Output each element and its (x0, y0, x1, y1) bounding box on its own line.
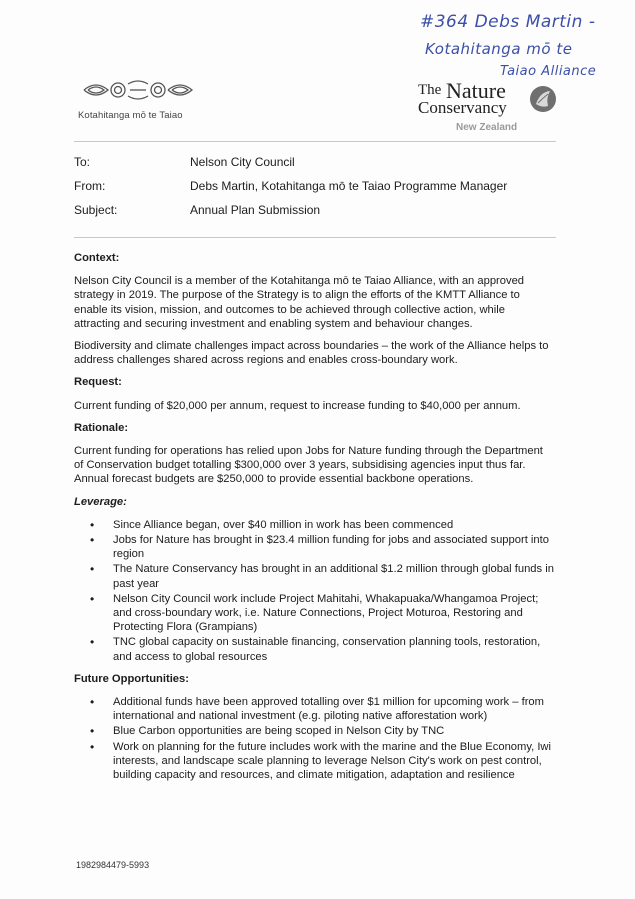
list-item: • Since Alliance began, over $40 million in work has been commenced (74, 518, 554, 532)
document-body (74, 251, 554, 790)
tnc-logo-region: New Zealand (456, 122, 518, 133)
list-item: • Work on planning for the future includes work with the marine and the Blue Economy, Iwi interests, and landscape scale planning to leverage Nelson City's work on pest control, building capacity and resources, and climate mitigation, adaptation and resilience (74, 740, 554, 783)
koru-pattern-icon (82, 78, 194, 102)
list-item: • Nelson City Council work include Project Mahitahi, Whakapuaka/Whangamoa Project; and cross-boundary work, i.e. Nature Connections, Project Moturoa, Restoring and Protecting Flora (Grampians) (74, 592, 554, 635)
rationale-paragraph: Current funding for operations has relied upon Jobs for Nature funding through the Department of Conservation budget totalling $300,000 over 3 years, subsidising agencies input thus far. Annual forecast budgets are $250,000 to provide essential backbone operations. (74, 445, 543, 486)
kmtt-logo (78, 78, 198, 121)
list-item: • Jobs for Nature has brought in $23.4 million funding for jobs and associated support into region (74, 533, 554, 561)
request-heading: Request: (74, 376, 122, 389)
future-list (74, 695, 554, 782)
tnc-logo-conservancy: Conservancy (418, 98, 507, 117)
divider (74, 237, 556, 238)
subject-value: Annual Plan Submission (190, 203, 321, 217)
from-label: From: (74, 179, 106, 193)
context-heading: Context: (74, 252, 120, 264)
request-paragraph: Current funding of $20,000 per annum, request to increase funding to $40,000 per annum. (74, 399, 521, 412)
handwritten-note-line: Kotahitanga mō te (425, 40, 573, 58)
subject-label: Subject: (74, 203, 118, 217)
context-paragraph: Nelson City Council is a member of the Kotahitanga mō te Taiao Alliance, with an approved strategy in 2019. The purpose of the Strategy is to align the efforts of the KMTT Alliance to enable its vision, mission, and outcomes to be achieved through collective action, while attracting and securing investment and enabling system and behaviour changes. (74, 275, 525, 330)
tnc-logo-nature: Nature (446, 78, 506, 103)
globe-leaf-icon (528, 84, 558, 114)
to-value: Nelson City Council (190, 155, 295, 169)
list-item: • Additional funds have been approved totalling over $1 million for upcoming work – from international and national investment (e.g. piloting native afforestation work) (74, 695, 554, 723)
list-item: • The Nature Conservancy has brought in an additional $1.2 million through global funds in past year (74, 562, 554, 590)
context-paragraph: Biodiversity and climate challenges impact across boundaries – the work of the Alliance helps to address challenges shared across regions and enables cross-boundary work. (74, 340, 549, 367)
handwritten-note-line: Taiao Alliance (500, 64, 597, 79)
tnc-logo-the: The (418, 82, 442, 98)
from-value: Debs Martin, Kotahitanga mō te Taiao Programme Manager (190, 179, 508, 193)
future-heading: Future Opportunities: (74, 672, 189, 685)
rationale-heading: Rationale: (74, 421, 129, 434)
document-id: 1982984479-5993 (76, 860, 150, 870)
list-item: • TNC global capacity on sustainable financing, conservation planning tools, restoration, and access to global resources (74, 635, 554, 663)
kmtt-logo-text: Kotahitanga mō te Taiao (78, 110, 183, 121)
list-item: • Blue Carbon opportunities are being scoped in Nelson City by TNC (74, 724, 554, 738)
leverage-heading: Leverage: (74, 495, 127, 508)
tnc-logo (414, 80, 564, 136)
leverage-list (74, 518, 554, 664)
divider (74, 141, 556, 142)
to-label: To: (74, 155, 91, 169)
handwritten-note-line: #364 Debs Martin - (420, 12, 596, 32)
